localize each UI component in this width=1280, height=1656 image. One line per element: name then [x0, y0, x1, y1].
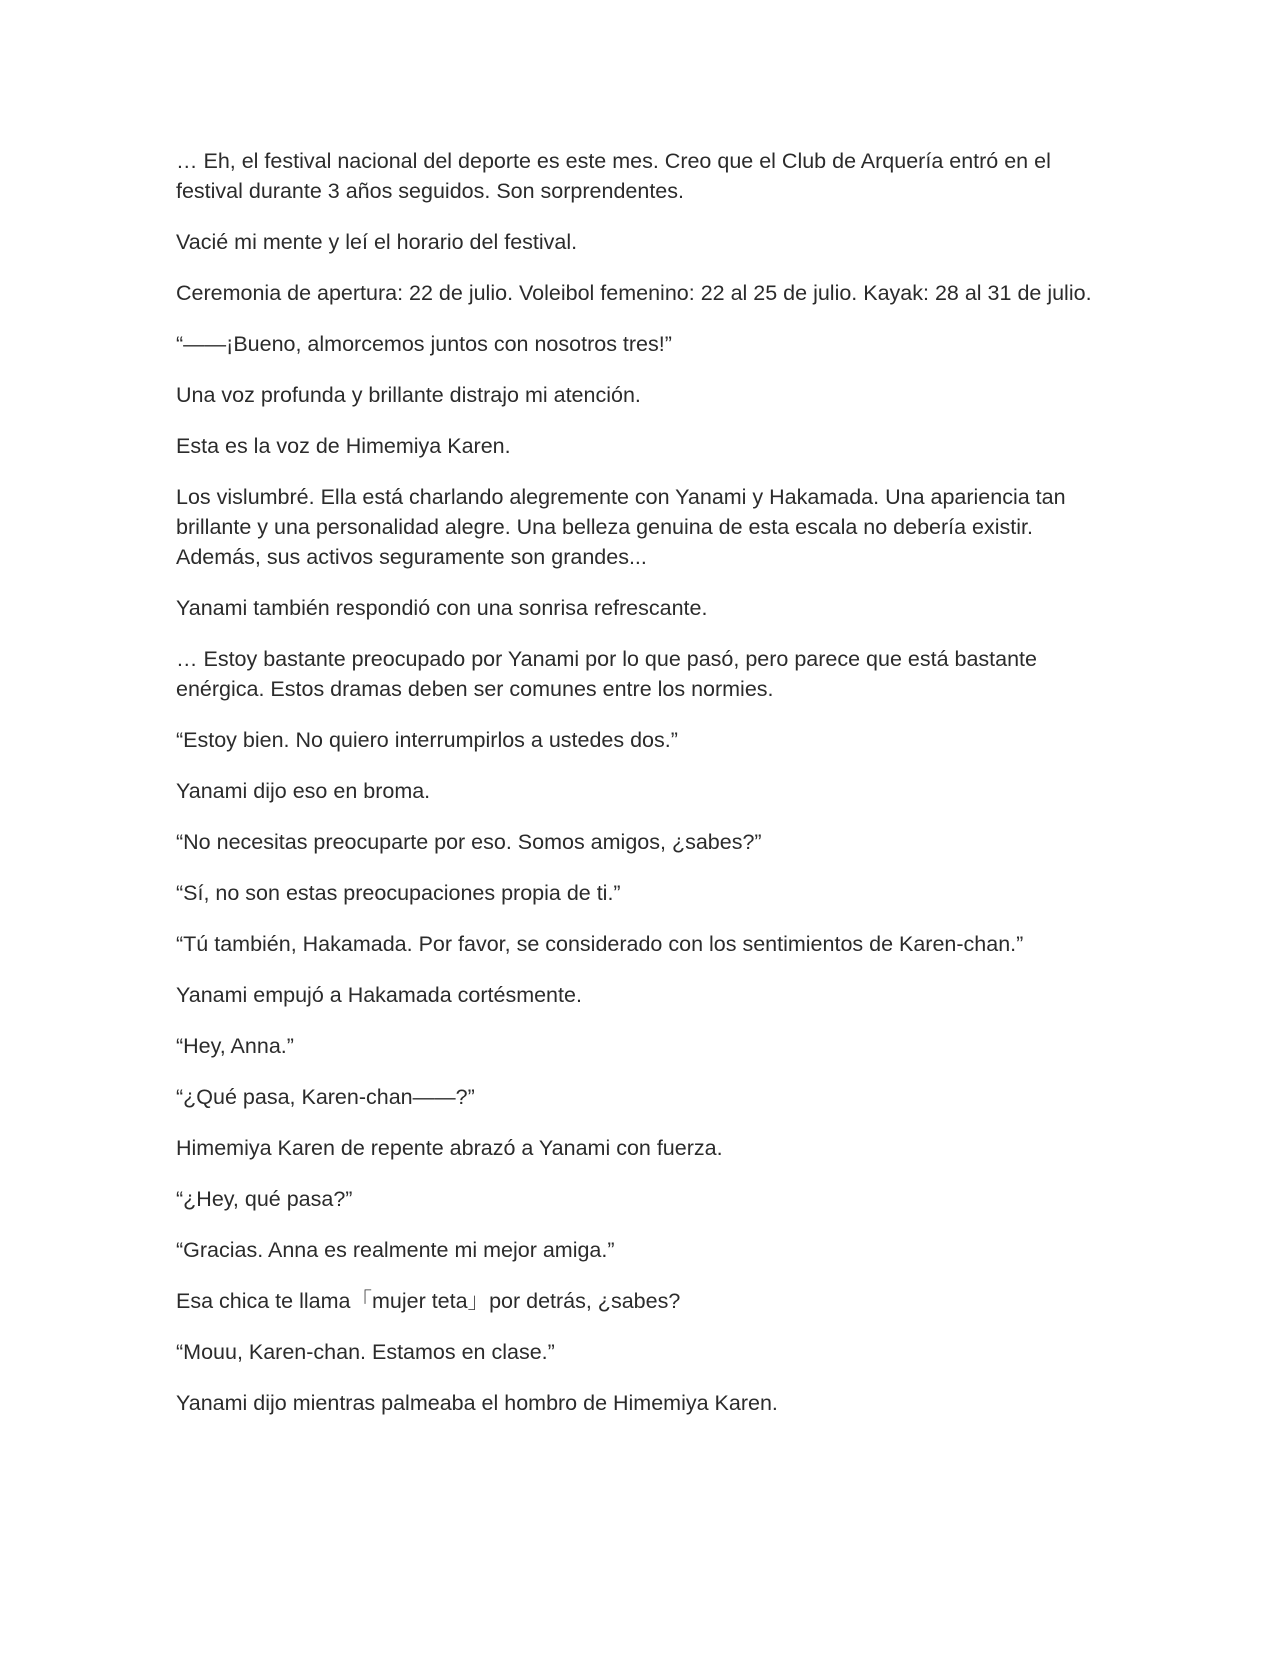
- paragraph: “¿Qué pasa, Karen-chan——?”: [176, 1085, 475, 1109]
- document-page: [176, 146, 1106, 1439]
- paragraph: “——¡Bueno, almorcemos juntos con nosotros tres!”: [176, 332, 672, 356]
- paragraph: Yanami empujó a Hakamada cortésmente.: [176, 983, 582, 1007]
- paragraph: “Hey, Anna.”: [176, 1034, 294, 1058]
- paragraph: “¿Hey, qué pasa?”: [176, 1187, 353, 1211]
- paragraph: Yanami dijo mientras palmeaba el hombro de Himemiya Karen.: [176, 1391, 778, 1415]
- paragraph: “No necesitas preocuparte por eso. Somos amigos, ¿sabes?”: [176, 830, 762, 854]
- paragraph: Vacié mi mente y leí el horario del festival.: [176, 230, 578, 254]
- paragraph: … Estoy bastante preocupado por Yanami por lo que pasó, pero parece que está bastante enérgica. Estos dramas deben ser comunes entre los normies.: [176, 647, 1037, 701]
- paragraph: “Gracias. Anna es realmente mi mejor amiga.”: [176, 1238, 615, 1262]
- paragraph: “Sí, no son estas preocupaciones propia de ti.”: [176, 881, 621, 905]
- paragraph: Esa chica te llama「mujer teta」por detrás, ¿sabes?: [176, 1289, 681, 1313]
- paragraph: “Tú también, Hakamada. Por favor, se considerado con los sentimientos de Karen-chan.”: [176, 932, 1024, 956]
- paragraph: Himemiya Karen de repente abrazó a Yanami con fuerza.: [176, 1136, 723, 1160]
- paragraph: Una voz profunda y brillante distrajo mi atención.: [176, 383, 641, 407]
- paragraph: Yanami también respondió con una sonrisa refrescante.: [176, 596, 708, 620]
- paragraph: Ceremonia de apertura: 22 de julio. Voleibol femenino: 22 al 25 de julio. Kayak: 28 al 31 de julio.: [176, 281, 1092, 305]
- paragraph: … Eh, el festival nacional del deporte es este mes. Creo que el Club de Arquería entró en el festival durante 3 años seguidos. Son sorprendentes.: [176, 149, 1051, 203]
- paragraph: “Estoy bien. No quiero interrumpirlos a ustedes dos.”: [176, 728, 678, 752]
- paragraph: Yanami dijo eso en broma.: [176, 779, 431, 803]
- paragraph: Esta es la voz de Himemiya Karen.: [176, 434, 511, 458]
- paragraph: Los vislumbré. Ella está charlando alegremente con Yanami y Hakamada. Una apariencia tan brillante y una personalidad alegre. Una belleza genuina de esta escala no debería existir. Además, sus activos seguramente son grandes...: [176, 485, 1066, 569]
- paragraph: “Mouu, Karen-chan. Estamos en clase.”: [176, 1340, 555, 1364]
